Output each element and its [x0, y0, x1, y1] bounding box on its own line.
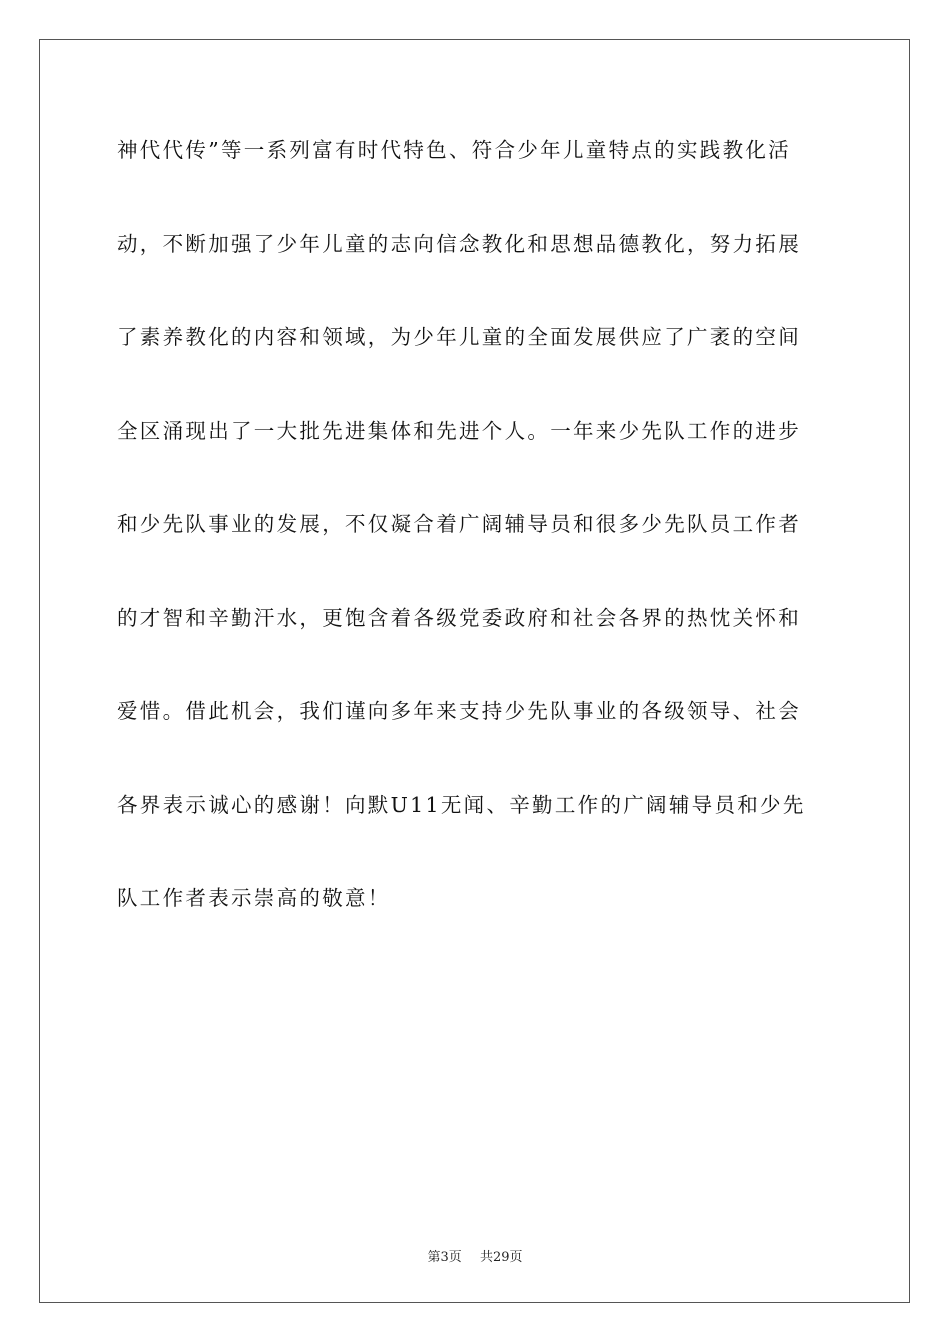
- text-line: 各界表示诚心的感谢！向默U11无闻、辛勤工作的广阔辅导员和少先: [117, 792, 806, 817]
- text-line: 的才智和辛勤汗水，更饱含着各级党委政府和社会各界的热忱关怀和: [117, 605, 801, 630]
- text-line: 全区涌现出了一大批先进集体和先进个人。一年来少先队工作的进步: [117, 418, 801, 443]
- document-body: [117, 128, 837, 970]
- text-line: 神代代传”等一系列富有时代特色、符合少年儿童特点的实践教化活: [117, 138, 791, 162]
- text-line: 动，不断加强了少年儿童的志向信念教化和思想品德教化，努力拓展: [117, 231, 801, 256]
- text-line: 队工作者表示崇高的敬意！: [117, 886, 391, 910]
- total-pages: 共29页: [479, 1250, 523, 1265]
- text-line: 爱惜。借此机会，我们谨向多年来支持少先队事业的各级领导、社会: [117, 699, 801, 723]
- text-line: 和少先队事业的发展，不仅凝合着广阔辅导员和很多少先队员工作者: [117, 512, 801, 536]
- page-number: 第3页: [427, 1250, 462, 1265]
- text-line: 了素养教化的内容和领域，为少年儿童的全面发展供应了广袤的空间: [117, 325, 801, 349]
- page-footer: [0, 1246, 950, 1265]
